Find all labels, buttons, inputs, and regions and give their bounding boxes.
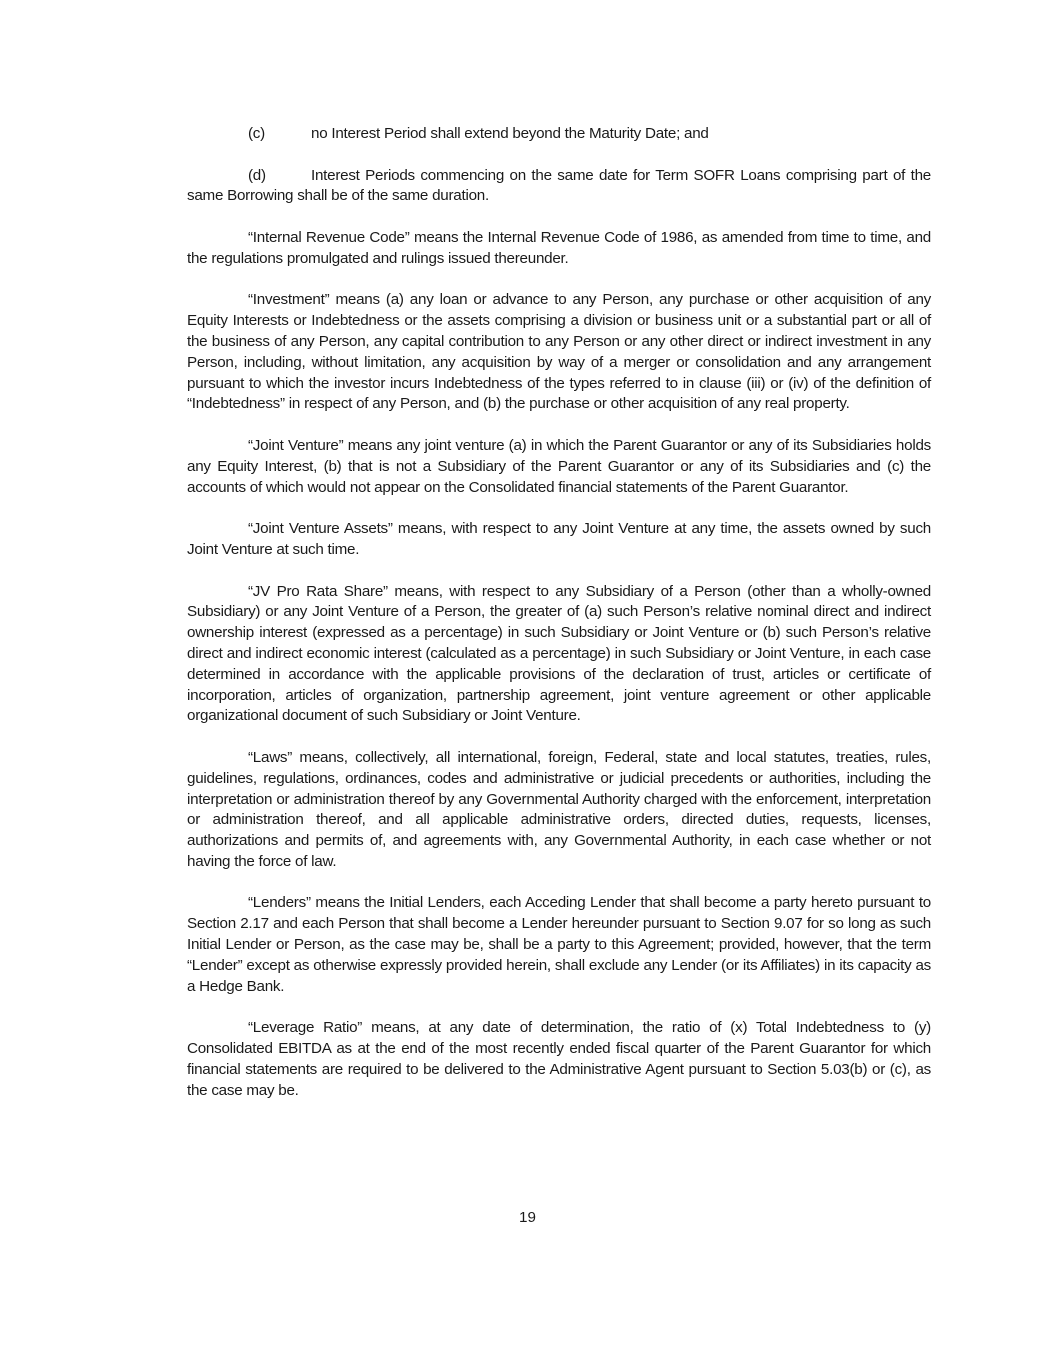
definition-text: means, collectively, all international, foreign, Federal, state and local statutes, treaties, rules, guidelines, regulations, ordinances, codes and administrative or judicial precedents or authorities, including the interpretation or administration thereof by any Governmental Authority charged with the enforcement, interpretation or administration thereof, and all applicable administrative orders, directed duties, requests, licenses, authorizations and permits of, and agreements with, any Governmental Authority, in each case whether or not having the force of law.: [187, 748, 931, 870]
definition-lenders: [187, 893, 931, 997]
definition-laws: [187, 748, 931, 873]
definition-joint-venture-assets: [187, 519, 931, 561]
definition-jv-pro-rata-share: [187, 582, 931, 728]
clause-label: (c): [248, 125, 265, 142]
document-page: [187, 124, 931, 1101]
definition-text: means, with respect to any Joint Venture at any time, the assets owned by such Joint Venture at such time.: [187, 520, 931, 558]
page-number: 19: [519, 1209, 536, 1226]
definition-joint-venture: [187, 436, 931, 498]
definition-text: means any joint venture (a) in which the Parent Guarantor or any of its Subsidiaries holds any Equity Interest, (b) that is not a Subsidiary of the Parent Guarantor or any of its Subsidiaries and (c) the accounts of which would not appear on the Consolidated financial statements of the Parent Guarantor.: [187, 436, 931, 496]
definition-term: “Laws”: [248, 748, 293, 766]
definition-text: means, at any date of determination, the ratio of (x) Total Indebtedness to (y) Consolidated EBITDA as at the end of the most recently ended fiscal quarter of the Parent Guarantor for which financial statements are required to be delivered to the Administrative Agent pursuant to Section 5.03(b) or (c), as the case may be.: [187, 1019, 931, 1099]
clause-label: (d): [248, 166, 266, 184]
definition-text: means the Initial Lenders, each Acceding Lender that shall become a party hereto pursuant to Section 2.17 and each Person that shall become a Lender hereunder pursuant to Section 9.07 for so long as such Initial Lender or Person, as the case may be, shall be a party to this Agreement; provided, however, that the term “Lender” except as otherwise expressly provided herein, shall exclude any Lender (or its Affiliates) in its capacity as a Hedge Bank.: [187, 894, 931, 995]
definition-text: means the Internal Revenue Code of 1986, as amended from time to time, and the regulations promulgated and rulings issued thereunder.: [187, 228, 931, 267]
clause-text: Interest Periods commencing on the same date for Term SOFR Loans comprising part of the same Borrowing shall be of the same duration.: [187, 166, 931, 205]
definition-leverage-ratio: [187, 1018, 931, 1101]
definition-text: means (a) any loan or advance to any Person, any purchase or other acquisition of any Equity Interests or Indebtedness or the assets comprising a division or business unit or a substantial part or all of the business of any Person, any capital contribution to any Person or any other direct or indirect investment in any Person, including, without limitation, any acquisition by way of a merger or consolidation and any arrangement pursuant to which the investor incurs Indebtedness of the types referred to in clause (iii) or (iv) of the definition of “Indebtedness” in respect of any Person, and (b) the purchase or other acquisition of any real property.: [187, 291, 931, 413]
definition-term: “Lenders”: [248, 894, 311, 912]
definition-term: “Joint Venture Assets”: [248, 520, 393, 538]
definition-term: “Investment”: [248, 291, 330, 309]
definition-investment: [187, 290, 931, 415]
clause-text: no Interest Period shall extend beyond the Maturity Date; and: [311, 125, 709, 142]
definition-term: “Joint Venture”: [248, 436, 344, 454]
definition-internal-revenue-code: [187, 228, 931, 270]
definition-term: “JV Pro Rata Share”: [248, 582, 388, 600]
clause-d: [187, 166, 931, 208]
definition-text: means, with respect to any Subsidiary of a Person (other than a wholly-owned Subsidiary) or any Joint Venture of a Person, the greater of (a) such Person’s relative nominal direct and indirect ownership interest (expressed as a percentage) in such Subsidiary or Joint Venture or (b) such Person’s relative direct and indirect economic interest (calculated as a percentage) in such Subsidiary or Joint Venture, in each case determined in accordance with the applicable provisions of the declaration of trust, articles or certificate of incorporation, articles of organization, partnership agreement, joint venture agreement or other applicable organizational document of such Subsidiary or Joint Venture.: [187, 582, 931, 725]
definition-term: “Internal Revenue Code”: [248, 228, 410, 246]
clause-c: [187, 124, 931, 145]
definition-term: “Leverage Ratio”: [248, 1019, 363, 1037]
